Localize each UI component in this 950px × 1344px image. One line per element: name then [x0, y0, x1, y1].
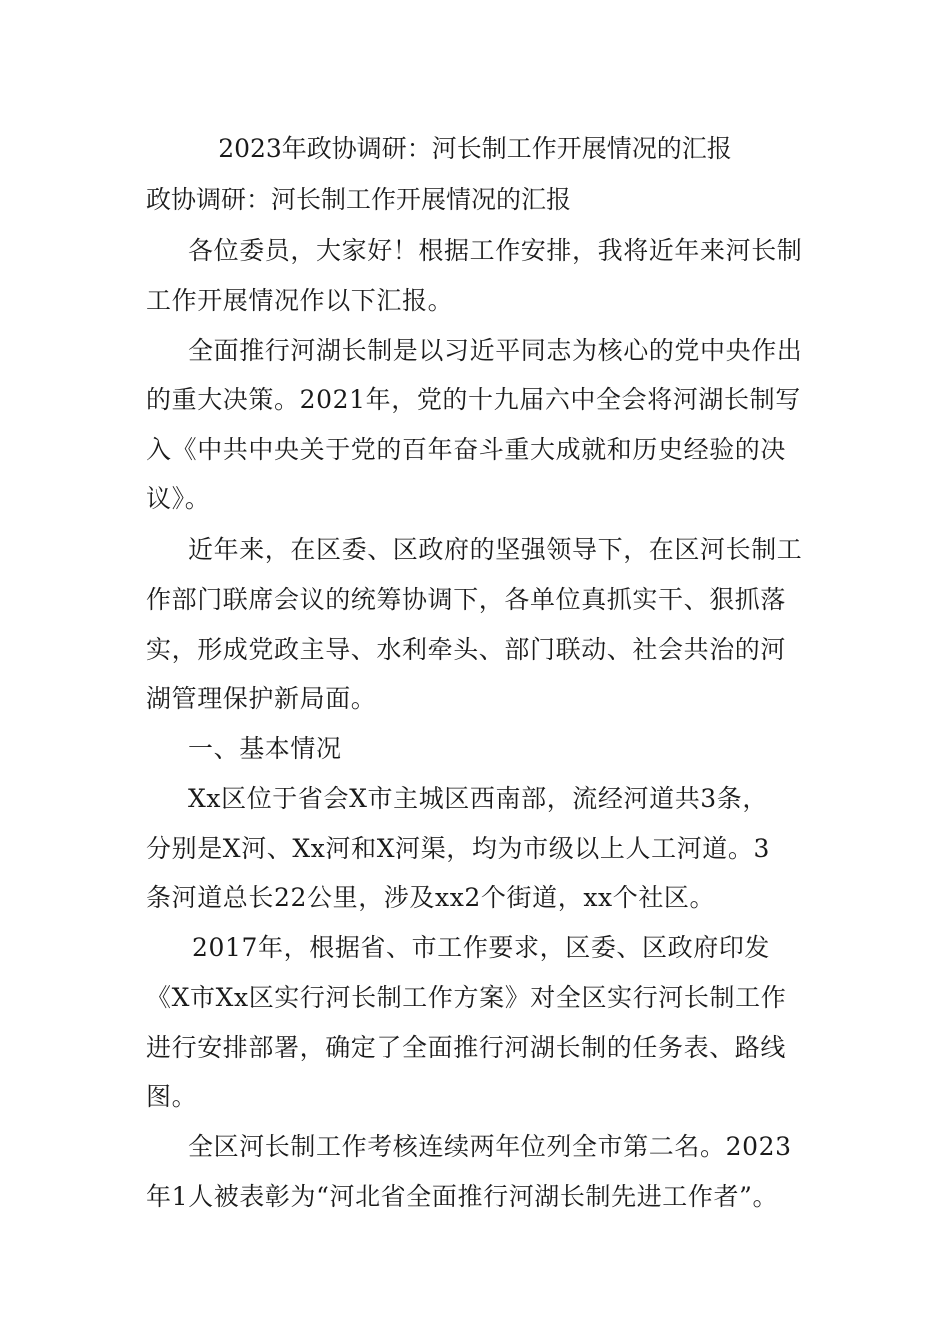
- document-title: 2023年政协调研：河长制工作开展情况的汇报: [218, 134, 732, 163]
- paragraph-line: 各位委员，大家好！根据工作安排，我将近年来河长制: [188, 236, 803, 265]
- paragraph-line: 作部门联席会议的统筹协调下，各单位真抓实干、狠抓落: [146, 585, 787, 614]
- paragraph-line: 年1人被表彰为“河北省全面推行河湖长制先进工作者”。: [146, 1182, 779, 1211]
- paragraph-line: 全面推行河湖长制是以习近平同志为核心的党中央作出: [188, 336, 803, 365]
- paragraph-line: 全区河长制工作考核连续两年位列全市第二名。2023: [188, 1132, 792, 1161]
- paragraph-line: 进行安排部署，确定了全面推行河湖长制的任务表、路线: [146, 1033, 787, 1062]
- paragraph-line: 实，形成党政主导、水利牵头、部门联动、社会共治的河: [146, 635, 787, 664]
- paragraph-line: 工作开展情况作以下汇报。: [146, 286, 454, 315]
- paragraph-line: 条河道总长22公里，涉及xx2个街道，xx个社区。: [146, 883, 716, 912]
- paragraph-line: 图。: [146, 1082, 198, 1111]
- paragraph-line: 入《中共中央关于党的百年奋斗重大成就和历史经验的决: [146, 435, 787, 464]
- paragraph-line: 议》。: [146, 484, 211, 513]
- paragraph-line: 《X市Xx区实行河长制工作方案》对全区实行河长制工作: [146, 983, 787, 1012]
- paragraph-line: 分别是X河、Xx河和X河渠，均为市级以上人工河道。3: [146, 834, 771, 863]
- paragraph-line: Xx区位于省会X市主城区西南部，流经河道共3条，: [188, 784, 769, 813]
- paragraph-line: 的重大决策。2021年，党的十九届六中全会将河湖长制写: [146, 385, 801, 414]
- section-heading: 一、基本情况: [188, 734, 342, 763]
- paragraph-line: 2017年，根据省、市工作要求，区委、区政府印发: [192, 933, 771, 962]
- document-subtitle: 政协调研：河长制工作开展情况的汇报: [146, 185, 572, 214]
- paragraph-line: 湖管理保护新局面。: [146, 684, 377, 713]
- paragraph-line: 近年来，在区委、区政府的坚强领导下，在区河长制工: [188, 535, 803, 564]
